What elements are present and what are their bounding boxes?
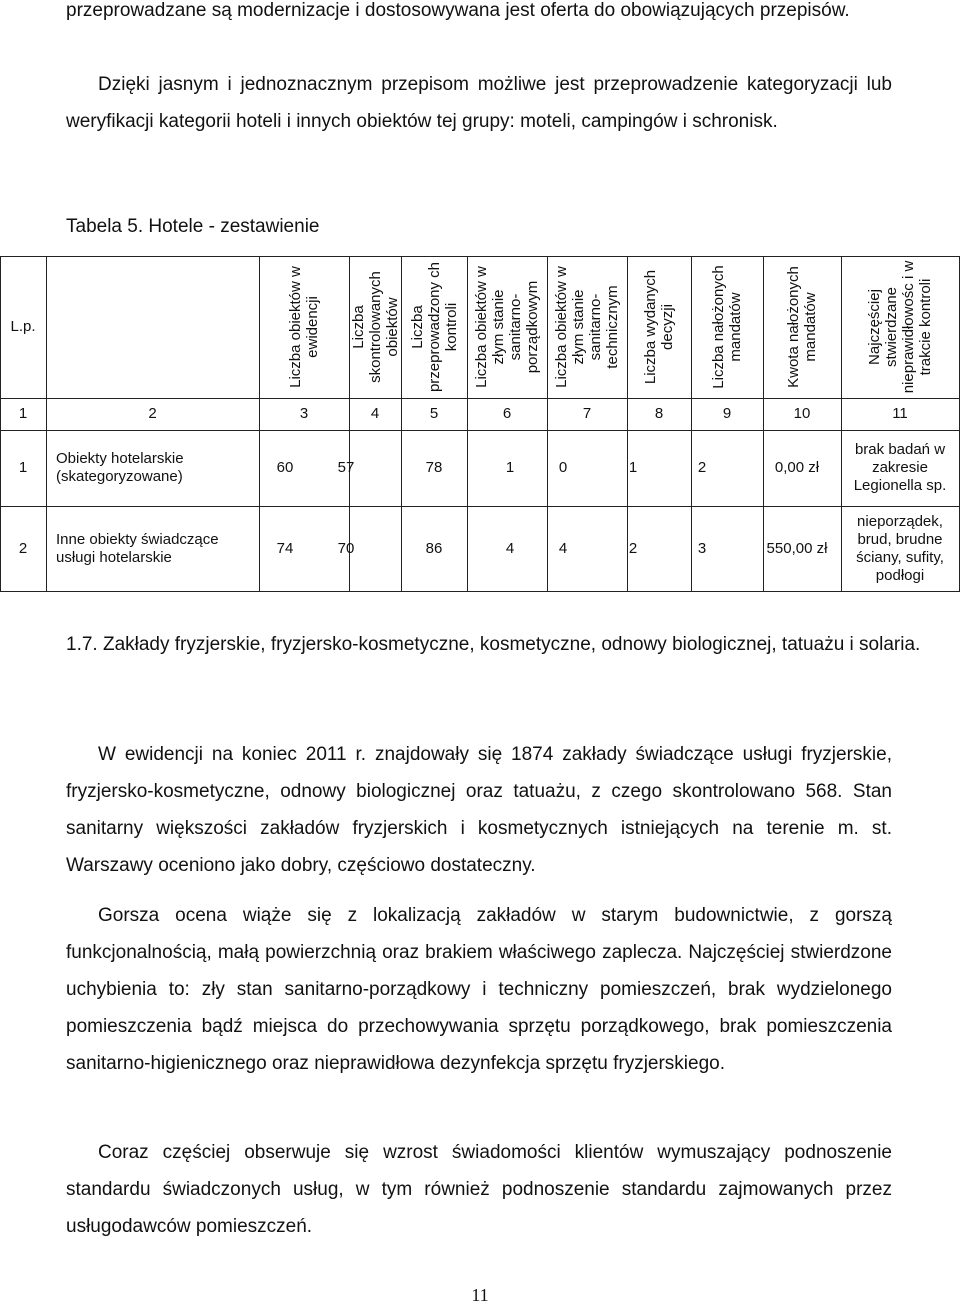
header-fines-amount: Kwota nałożonych mandatów bbox=[785, 266, 819, 388]
table-row-1-registered: 60 bbox=[276, 459, 294, 476]
table-row-1-fines: 2 bbox=[697, 459, 707, 476]
header-poor-sanitary-order: Liczba obiektów w złym stanie sanitarno-porządkowym bbox=[473, 266, 541, 388]
colnum-5: 5 bbox=[429, 405, 439, 422]
section-paragraph-2: Gorsza ocena wiąże się z lokalizacją zakładów w starym budownictwie, z gorszą funkcjonalnością, małą powierzchnią oraz brakiem właściwego zaplecza. Najczęściej stwierdzone uchybienia to: zły stan sanitarno-porządkowy i techniczny pomieszczeń, brak wydzielonego pomieszczenia bądź miejsca do przechowywania sprzętu porządkowego, brak pomieszczenia sanitarno-higienicznego oraz nieprawidłowa dezynfekcja sprzętu fryzjerskiego. bbox=[66, 905, 892, 1074]
table-row-1-decisions: 1 bbox=[628, 459, 638, 476]
header-name bbox=[46, 256, 259, 398]
colnum-1: 1 bbox=[18, 405, 28, 422]
table-row-2-inspections: 86 bbox=[425, 539, 443, 557]
colnum-10: 10 bbox=[793, 405, 811, 422]
table-row-1-sanitary-order: 1 bbox=[505, 459, 515, 476]
colnum-6: 6 bbox=[502, 405, 512, 422]
header-lp: L.p. bbox=[10, 318, 36, 335]
table-row-1-inspections: 78 bbox=[425, 459, 443, 476]
colnum-11: 11 bbox=[892, 405, 908, 422]
table-row-1-fines-amount: 0,00 zł bbox=[774, 459, 820, 476]
colnum-8: 8 bbox=[654, 405, 664, 422]
colnum-2: 2 bbox=[148, 405, 157, 422]
header-common-irregularities: Najczęściej stwierdzane nieprawidłowośc i w trakcie kontroli bbox=[866, 260, 934, 394]
table-row-2-sanitary-technical: 4 bbox=[558, 539, 568, 557]
colnum-7: 7 bbox=[582, 405, 592, 422]
header-inspections-performed: Liczba przeprowadzony ch kontroli bbox=[408, 261, 460, 393]
header-objects-registered: Liczba obiektów w ewidencji bbox=[287, 266, 321, 388]
table-row-1-sanitary-technical: 0 bbox=[558, 459, 568, 476]
header-fines-count: Liczba nałożonych mandatów bbox=[710, 265, 744, 389]
table-row-2-decisions: 2 bbox=[628, 539, 638, 557]
table-row-2-registered: 74 bbox=[276, 539, 294, 557]
header-poor-sanitary-technical: Liczba obiektów w złym stanie sanitarno-technicznym bbox=[553, 266, 621, 388]
section-heading: 1.7. Zakłady fryzjerskie, fryzjersko-kosmetyczne, kosmetyczne, odnowy biologicznej, tatuażu i solaria. bbox=[66, 634, 921, 655]
table-row-2-notes: nieporządek, brud, brudne ściany, sufity, podłogi bbox=[856, 512, 944, 584]
colnum-4: 4 bbox=[370, 405, 380, 422]
section-paragraph-1: W ewidencji na koniec 2011 r. znajdowały się 1874 zakłady świadczące usługi fryzjerskie, fryzjersko-kosmetyczne, odnowy biologicznej oraz tatuażu, z czego skontrolowano 568. Stan sanitarny większości zakładów fryzjerskich i kosmetycznych istniejących na terenie m. st. Warszawy oceniono jako dobry, częściowo dostateczny. bbox=[66, 744, 892, 876]
table-row-1-inspected: 57 bbox=[337, 459, 355, 476]
table-row-2-fines-amount: 550,00 zł bbox=[766, 539, 828, 557]
page-number: 11 bbox=[471, 1285, 489, 1305]
table-row-2-lp: 2 bbox=[18, 539, 28, 557]
section-paragraph-3: Coraz częściej obserwuje się wzrost świadomości klientów wymuszający podnoszenie standardu świadczonych usług, w tym również podnoszenie standardu zajmowanych przez usługodawców pomieszczeń. bbox=[66, 1142, 892, 1237]
hotels-summary-table bbox=[0, 256, 960, 592]
table-title: Tabela 5. Hotele - zestawienie bbox=[66, 216, 320, 237]
table-row-1-lp: 1 bbox=[18, 459, 28, 476]
table-row-1-notes: brak badań w zakresie Legionella sp. bbox=[853, 441, 947, 494]
table-row-1-name: Obiekty hotelarskie (skategoryzowane) bbox=[56, 450, 184, 485]
table-row-2-name: Inne obiekty świadczące usługi hotelarskie bbox=[56, 530, 219, 566]
colnum-9: 9 bbox=[722, 405, 732, 422]
colnum-3: 3 bbox=[299, 405, 309, 422]
intro-paragraph: Dzięki jasnym i jednoznacznym przepisom możliwe jest przeprowadzenie kategoryzacji lub weryfikacji kategorii hoteli i innych obiektów tej grupy: moteli, campingów i schronisk. bbox=[66, 74, 892, 132]
table-row-2-sanitary-order: 4 bbox=[505, 539, 515, 557]
table-row-2-fines: 3 bbox=[697, 539, 707, 557]
header-objects-inspected: Liczba skontrolowanych obiektów bbox=[349, 271, 401, 383]
header-decisions-issued: Liczba wydanych decyzji bbox=[642, 269, 676, 385]
intro-paragraph-continued: przeprowadzane są modernizacje i dostosowywana jest oferta do obowiązujących przepisów. bbox=[66, 0, 850, 21]
table-row-2-inspected: 70 bbox=[337, 539, 355, 557]
